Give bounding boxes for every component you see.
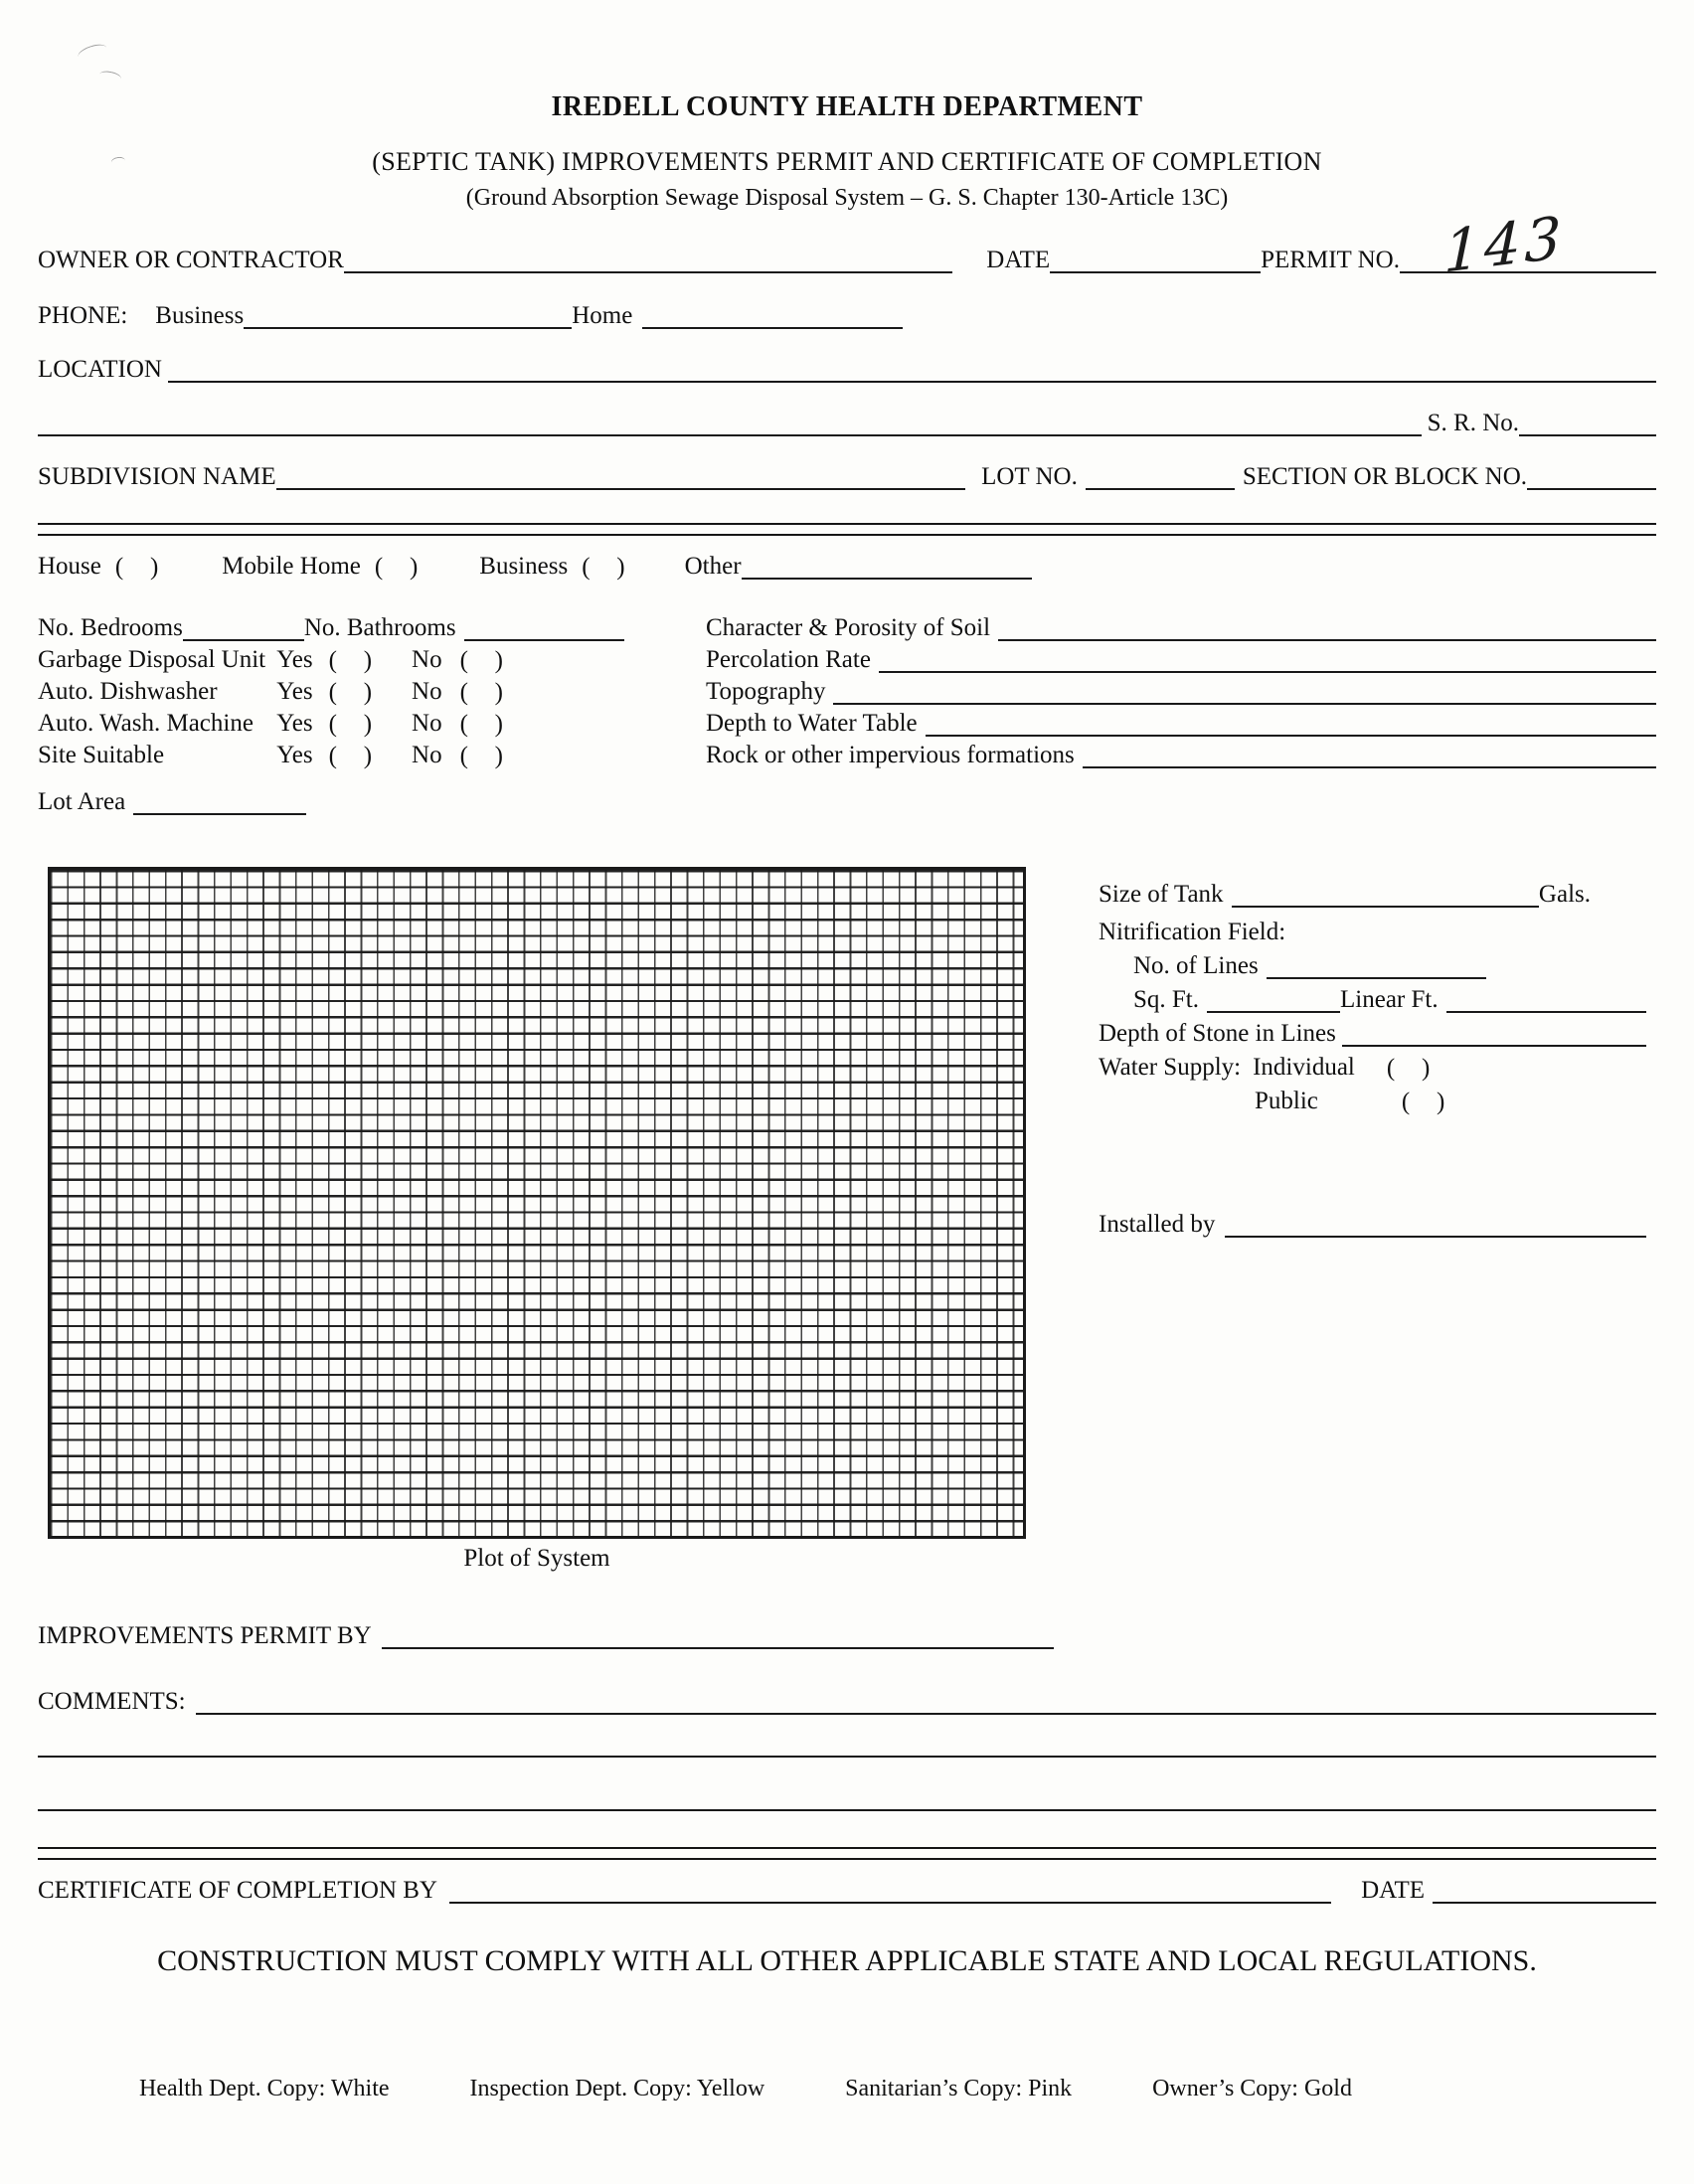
checklist-row (38, 678, 505, 707)
yes-label: Yes (276, 646, 313, 673)
yes-label: Yes (276, 710, 313, 737)
phone-label: PHONE: (38, 302, 128, 329)
comments-field[interactable] (196, 1703, 1656, 1715)
comments-field-line-2[interactable] (38, 1746, 1656, 1758)
site-suitable-no-checkbox[interactable]: ( ) (459, 742, 505, 769)
garbage-disposal-yes-checkbox[interactable]: ( ) (328, 646, 375, 674)
yes-label: Yes (276, 742, 313, 768)
comments-field-line-3[interactable] (38, 1799, 1656, 1811)
section-block-field[interactable] (1527, 478, 1656, 490)
bathrooms-field[interactable] (464, 629, 624, 641)
form-title: IREDELL COUNTY HEALTH DEPARTMENT (551, 91, 1143, 122)
permit-no-label: PERMIT NO. (1261, 247, 1400, 273)
sq-ft-label: Sq. Ft. (1133, 986, 1200, 1013)
percolation-rate-label: Percolation Rate (706, 646, 871, 673)
subdivision-row (38, 463, 1656, 492)
site-suitable-label: Site Suitable (38, 742, 165, 768)
owner-date-permit-row (38, 247, 1656, 275)
public-label: Public (1255, 1088, 1318, 1114)
improvements-permit-field[interactable] (382, 1637, 1054, 1649)
certificate-date-field[interactable] (1433, 1892, 1656, 1904)
lot-no-field[interactable] (1086, 478, 1235, 490)
soil-row (706, 678, 1656, 707)
sq-ft-field[interactable] (1207, 1001, 1340, 1013)
date-label: DATE (986, 247, 1051, 273)
depth-stone-field[interactable] (1342, 1035, 1646, 1047)
size-of-tank-field[interactable] (1232, 896, 1539, 908)
business-label: Business (479, 553, 569, 580)
soil-character-field[interactable] (998, 629, 1656, 641)
subdivision-field[interactable] (276, 478, 966, 490)
scan-artifact (98, 70, 122, 84)
dishwasher-no-checkbox[interactable]: ( ) (459, 678, 505, 706)
form-subtitle-statute: (Ground Absorption Sewage Disposal System – G. S. Chapter 130-Article 13C) (465, 185, 1229, 211)
phone-business-label: Business (155, 302, 245, 329)
certificate-field[interactable] (449, 1892, 1331, 1904)
nitrification-field-label: Nitrification Field: (1099, 919, 1286, 945)
location-label: LOCATION (38, 356, 162, 383)
no-label: No (412, 646, 442, 673)
checklist-row (38, 710, 505, 739)
mobile-home-checkbox[interactable]: ( ) (374, 553, 421, 581)
no-of-lines-row (1133, 952, 1486, 981)
certificate-row (38, 1877, 1656, 1906)
owner-copy-label: Owner’s Copy: Gold (1152, 2076, 1352, 2101)
inspection-dept-copy-label: Inspection Dept. Copy: Yellow (469, 2076, 765, 2101)
certificate-date-label: DATE (1361, 1877, 1425, 1904)
section-divider (38, 1847, 1656, 1860)
business-checkbox[interactable]: ( ) (582, 553, 627, 581)
no-of-lines-field[interactable] (1267, 967, 1486, 979)
phone-home-field[interactable] (642, 317, 903, 329)
compliance-statement: CONSTRUCTION MUST COMPLY WITH ALL OTHER APPLICABLE STATE AND LOCAL REGULATIONS. (157, 1944, 1537, 1977)
comments-row (38, 1688, 1656, 1717)
size-of-tank-label: Size of Tank (1099, 881, 1224, 908)
water-supply-individual-row (1099, 1054, 1496, 1083)
location-field-2[interactable] (38, 424, 1422, 436)
bedrooms-field[interactable] (183, 629, 304, 641)
topography-label: Topography (706, 678, 826, 705)
sr-no-label: S. R. No. (1427, 410, 1519, 436)
sr-no-field[interactable] (1519, 424, 1656, 436)
lot-area-field[interactable] (133, 803, 306, 815)
phone-row (38, 302, 903, 331)
water-table-label: Depth to Water Table (706, 710, 918, 737)
gals-label: Gals. (1538, 881, 1591, 908)
rock-formations-label: Rock or other impervious formations (706, 742, 1075, 768)
owner-contractor-field[interactable] (344, 261, 952, 273)
dishwasher-label: Auto. Dishwasher (38, 678, 218, 705)
soil-row (706, 614, 1656, 643)
wash-machine-yes-checkbox[interactable]: ( ) (328, 710, 375, 738)
individual-label: Individual (1253, 1054, 1355, 1081)
sqft-linear-row (1133, 986, 1646, 1015)
installed-by-label: Installed by (1099, 1211, 1216, 1238)
dwelling-type-row (38, 553, 1032, 582)
wash-machine-label: Auto. Wash. Machine (38, 710, 254, 737)
comments-label: COMMENTS: (38, 1688, 186, 1715)
mobile-home-label: Mobile Home (222, 553, 361, 580)
owner-contractor-label: OWNER OR CONTRACTOR (38, 247, 344, 273)
no-of-lines-label: No. of Lines (1133, 952, 1259, 979)
bedrooms-label: No. Bedrooms (38, 614, 183, 641)
section-divider (38, 523, 1656, 536)
bathrooms-label: No. Bathrooms (303, 614, 456, 641)
form-subtitle: (SEPTIC TANK) IMPROVEMENTS PERMIT AND CERTIFICATE OF COMPLETION (372, 147, 1322, 176)
garbage-disposal-no-checkbox[interactable]: ( ) (459, 646, 505, 674)
bedrooms-bathrooms-row (38, 614, 624, 643)
house-label: House (38, 553, 101, 580)
lot-area-label: Lot Area (38, 788, 126, 815)
house-checkbox[interactable]: ( ) (114, 553, 161, 581)
topography-field[interactable] (833, 693, 1656, 705)
checklist-row (38, 742, 505, 770)
permit-no-handwritten-value: 143 (1442, 203, 1566, 286)
yes-label: Yes (276, 678, 313, 705)
plot-caption: Plot of System (463, 1545, 610, 1572)
percolation-rate-field[interactable] (879, 661, 1656, 673)
dishwasher-yes-checkbox[interactable]: ( ) (328, 678, 375, 706)
no-label: No (412, 678, 442, 705)
rock-formations-field[interactable] (1083, 756, 1656, 768)
linear-ft-field[interactable] (1446, 1001, 1646, 1013)
depth-stone-row (1099, 1020, 1646, 1049)
sanitarian-copy-label: Sanitarian’s Copy: Pink (845, 2076, 1073, 2101)
installed-by-field[interactable] (1225, 1226, 1646, 1238)
improvements-permit-label: IMPROVEMENTS PERMIT BY (38, 1622, 372, 1649)
water-public-checkbox[interactable]: ( ) (1401, 1088, 1447, 1115)
linear-ft-label: Linear Ft. (1340, 986, 1439, 1013)
lot-no-label: LOT NO. (981, 463, 1078, 490)
water-supply-public-row (1255, 1088, 1496, 1116)
wash-machine-no-checkbox[interactable]: ( ) (459, 710, 505, 738)
improvements-permit-row (38, 1622, 1054, 1651)
no-label: No (412, 742, 442, 768)
water-table-field[interactable] (926, 725, 1656, 737)
depth-stone-label: Depth of Stone in Lines (1099, 1020, 1336, 1047)
location-field[interactable] (168, 371, 1656, 383)
lot-area-row (38, 788, 306, 817)
phone-business-field[interactable] (244, 317, 572, 329)
water-individual-checkbox[interactable]: ( ) (1386, 1054, 1433, 1082)
certificate-label: CERTIFICATE OF COMPLETION BY (38, 1877, 437, 1904)
section-block-label: SECTION OR BLOCK NO. (1242, 463, 1527, 490)
health-dept-copy-label: Health Dept. Copy: White (139, 2076, 390, 2101)
phone-home-label: Home (572, 302, 633, 329)
location-row (38, 356, 1656, 385)
checklist-row (38, 646, 505, 675)
other-label: Other (684, 553, 742, 580)
location-continuation-row (38, 410, 1656, 438)
soil-row (706, 742, 1656, 770)
size-of-tank-row (1099, 881, 1591, 910)
subdivision-label: SUBDIVISION NAME (38, 463, 276, 490)
soil-row (706, 710, 1656, 739)
soil-row (706, 646, 1656, 675)
water-supply-label: Water Supply: (1099, 1054, 1242, 1081)
other-field[interactable] (742, 568, 1032, 580)
garbage-disposal-label: Garbage Disposal Unit (38, 646, 266, 673)
scan-artifact (77, 42, 109, 64)
site-suitable-yes-checkbox[interactable]: ( ) (328, 742, 375, 769)
soil-character-label: Character & Porosity of Soil (706, 614, 991, 641)
date-field[interactable] (1050, 261, 1261, 273)
installed-by-row (1099, 1211, 1646, 1240)
copy-distribution-row (139, 2076, 1352, 2102)
plot-of-system-grid[interactable] (48, 867, 1026, 1539)
no-label: No (412, 710, 442, 737)
